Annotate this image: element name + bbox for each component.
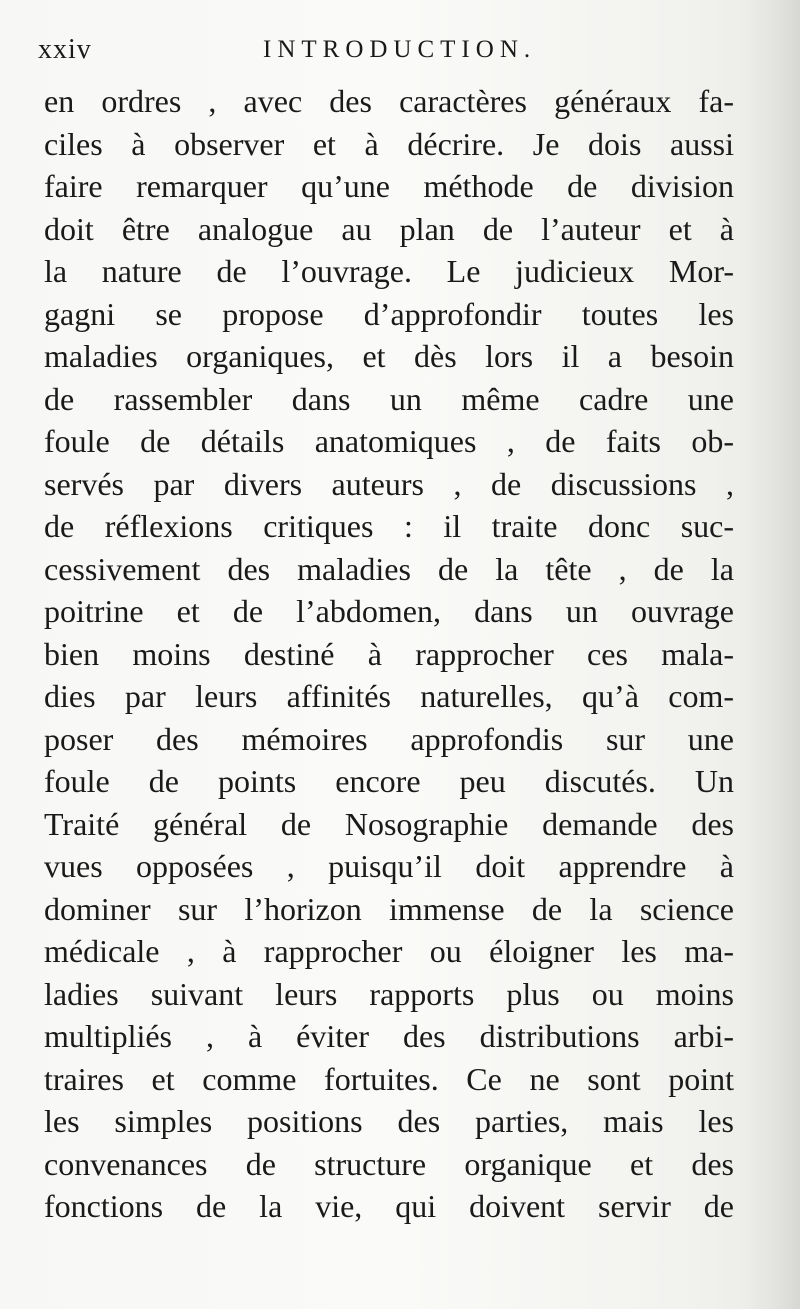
text-line: poser des mémoires approfondis sur une bbox=[44, 720, 734, 757]
text-line: en ordres , avec des caractères généraux fa- bbox=[44, 83, 734, 119]
text-line: ciles à observer et à décrire. Je dois aussi bbox=[44, 125, 734, 162]
text-line: ladies suivant leurs rapports plus ou moins bbox=[44, 975, 734, 1012]
text-line: poitrine et de l’abdomen, dans un ouvrage bbox=[44, 593, 734, 629]
text-line: de réflexions critiques : il traite donc suc- bbox=[44, 508, 734, 544]
text-line: vues opposées , puisqu’il doit apprendre à bbox=[44, 848, 734, 884]
page-number: xxiv bbox=[38, 34, 92, 65]
body-text bbox=[44, 80, 734, 1228]
text-line: gagni se propose d’approfondir toutes les bbox=[44, 295, 734, 332]
text-line: servés par divers auteurs , de discussions , bbox=[44, 465, 734, 502]
text-line: dies par leurs affinités naturelles, qu’à com- bbox=[44, 678, 734, 714]
text-line: foule de détails anatomiques , de faits ob- bbox=[44, 423, 734, 459]
text-line: dominer sur l’horizon immense de la science bbox=[44, 890, 734, 927]
running-title: INTRODUCTION. bbox=[263, 36, 537, 63]
text-line: faire remarquer qu’une méthode de division bbox=[44, 168, 734, 204]
text-line: multipliés , à éviter des distributions arbi- bbox=[44, 1018, 734, 1054]
page-header bbox=[38, 34, 738, 74]
text-line: cessivement des maladies de la tête , de la bbox=[44, 550, 734, 587]
text-line: Traité général de Nosographie demande des bbox=[44, 805, 734, 842]
text-line: convenances de structure organique et des bbox=[44, 1145, 734, 1182]
text-line: fonctions de la vie, qui doivent servir de bbox=[44, 1188, 734, 1224]
text-line: maladies organiques, et dès lors il a besoin bbox=[44, 338, 734, 374]
page-edge-shadow bbox=[745, 0, 800, 1309]
text-line: de rassembler dans un même cadre une bbox=[44, 380, 734, 417]
text-line: doit être analogue au plan de l’auteur et à bbox=[44, 210, 734, 247]
text-line: médicale , à rapprocher ou éloigner les ma- bbox=[44, 933, 734, 969]
text-line: les simples positions des parties, mais les bbox=[44, 1103, 734, 1139]
text-line: la nature de l’ouvrage. Le judicieux Mor- bbox=[44, 253, 734, 289]
text-line: traires et comme fortuites. Ce ne sont point bbox=[44, 1060, 734, 1097]
text-line: foule de points encore peu discutés. Un bbox=[44, 763, 734, 799]
text-line: bien moins destiné à rapprocher ces mala- bbox=[44, 635, 734, 672]
